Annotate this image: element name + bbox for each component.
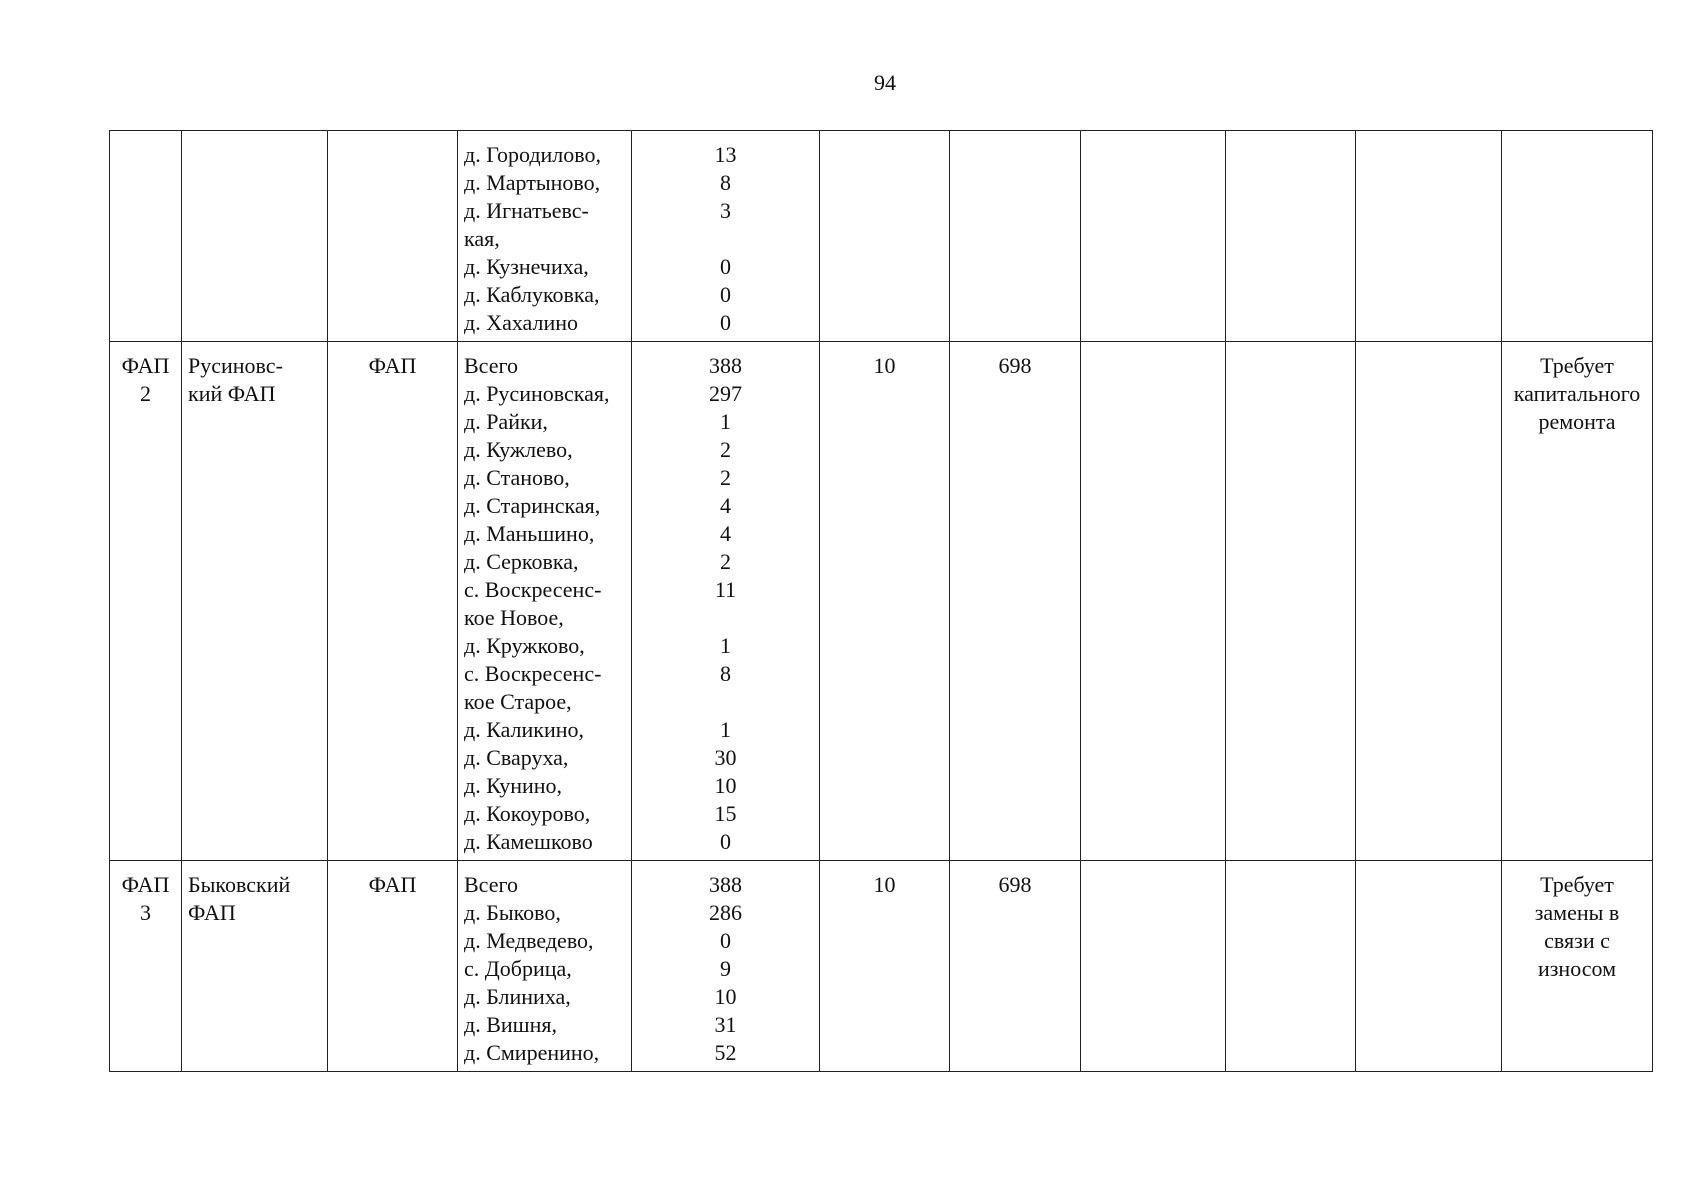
locality-count: 286: [709, 900, 742, 925]
locality-name: д. Городилово,: [464, 142, 602, 167]
locality-count: 388: [709, 872, 742, 897]
locality-count: 31: [714, 1012, 737, 1037]
locality-name: д. Игнатьевс-: [464, 198, 589, 223]
locality-count: 2: [720, 465, 731, 490]
locality-name: кое Старое,: [464, 689, 572, 714]
value-cell-6: [820, 131, 950, 342]
locality-count: 388: [709, 353, 742, 378]
facility-name: Быковский: [188, 872, 291, 897]
locality-name: д. Сваруха,: [464, 745, 569, 770]
value-7: 698: [998, 872, 1032, 897]
locality-count: 10: [714, 984, 737, 1009]
value-cell-7: [950, 861, 1081, 1072]
locality-name: д. Серковка,: [464, 549, 579, 574]
blank-line: [638, 225, 813, 253]
locality-name: с. Воскресенс-: [464, 661, 602, 686]
locality-count: 0: [720, 282, 731, 307]
empty-cell: [1356, 342, 1502, 861]
note-cell: [1502, 131, 1653, 342]
locality-name: д. Вишня,: [464, 1012, 557, 1037]
blank-line: [638, 604, 813, 632]
empty-cell: [1081, 861, 1226, 1072]
locality-name: кая,: [464, 226, 500, 251]
table-row: [110, 861, 1653, 1072]
note-cell: [1502, 342, 1653, 861]
locality-count: 0: [720, 928, 731, 953]
locality-name: д. Хахалино: [464, 310, 579, 335]
locality-count: 1: [720, 409, 731, 434]
locality-count: 4: [720, 521, 731, 546]
locality-name: д. Старинская,: [464, 493, 601, 518]
locality-name: д. Быково,: [464, 900, 561, 925]
facility-name-cell: [182, 131, 328, 342]
locality-name: д. Русиновская,: [464, 381, 610, 406]
locality-name: с. Воскресенс-: [464, 577, 602, 602]
note-text: замены в: [1534, 900, 1620, 925]
localities-cell: [458, 131, 632, 342]
locality-name: кое Новое,: [464, 605, 564, 630]
locality-count: 2: [720, 549, 731, 574]
locality-count: 8: [720, 661, 731, 686]
facility-number-cell: [110, 861, 182, 1072]
value-7: 698: [998, 353, 1032, 378]
facility-number: ФАП: [121, 353, 170, 378]
note-cell: [1502, 861, 1653, 1072]
locality-name: д. Блиниха,: [464, 984, 571, 1009]
locality-count: 8: [720, 170, 731, 195]
locality-name: Всего: [464, 872, 518, 897]
locality-name: д. Кружково,: [464, 633, 585, 658]
locality-count: 52: [714, 1040, 737, 1065]
facility-type-cell: [328, 131, 458, 342]
locality-count: 15: [714, 801, 737, 826]
locality-name: д. Кужлево,: [464, 437, 573, 462]
locality-count: 4: [720, 493, 731, 518]
facility-name: кий ФАП: [188, 381, 276, 406]
locality-name: д. Райки,: [464, 409, 548, 434]
locality-name: д. Медведево,: [464, 928, 594, 953]
locality-name: д. Кокоурово,: [464, 801, 591, 826]
facility-name-cell: [182, 342, 328, 861]
value-6: 10: [873, 353, 896, 378]
empty-cell: [1081, 342, 1226, 861]
locality-name: д. Каликино,: [464, 717, 585, 742]
value-cell-7: [950, 131, 1081, 342]
blank-line: [638, 688, 813, 716]
locality-name: д. Мартыново,: [464, 170, 601, 195]
locality-name: д. Кунино,: [464, 773, 563, 798]
value-cell-6: [820, 861, 950, 1072]
facility-type-cell: [328, 342, 458, 861]
table-row: [110, 131, 1653, 342]
empty-cell: [1356, 861, 1502, 1072]
facility-name: ФАП: [188, 900, 236, 925]
facility-type: ФАП: [368, 353, 417, 378]
note-text: связи с: [1544, 928, 1610, 953]
empty-cell: [1081, 131, 1226, 342]
locality-count: 0: [720, 310, 731, 335]
facility-type-cell: [328, 861, 458, 1072]
facility-name: Русиновс-: [188, 353, 283, 378]
table-row: [110, 342, 1653, 861]
locality-count: 9: [720, 956, 731, 981]
empty-cell: [1356, 131, 1502, 342]
locality-count: 30: [714, 745, 737, 770]
population-cell: [632, 131, 820, 342]
locality-count: 2: [720, 437, 731, 462]
empty-cell: [1226, 131, 1356, 342]
localities-cell: [458, 861, 632, 1072]
locality-count: 297: [709, 381, 742, 406]
locality-name: с. Добрица,: [464, 956, 572, 981]
facility-number: 3: [140, 900, 151, 925]
locality-name: д. Смиренино,: [464, 1040, 600, 1065]
facilities-table: [109, 130, 1653, 1072]
note-text: износом: [1537, 956, 1617, 981]
facility-number-cell: [110, 131, 182, 342]
locality-count: 11: [714, 577, 737, 602]
empty-cell: [1226, 861, 1356, 1072]
value-cell-7: [950, 342, 1081, 861]
locality-count: 13: [714, 142, 737, 167]
population-cell: [632, 861, 820, 1072]
facility-name-cell: [182, 861, 328, 1072]
locality-name: д. Станово,: [464, 465, 570, 490]
locality-name: д. Кузнечиха,: [464, 254, 589, 279]
population-cell: [632, 342, 820, 861]
locality-count: 1: [720, 633, 731, 658]
locality-count: 0: [720, 254, 731, 279]
locality-count: 0: [720, 829, 731, 854]
facility-type: ФАП: [368, 872, 417, 897]
page-number: 94: [874, 70, 896, 95]
note-text: ремонта: [1538, 409, 1616, 434]
note-text: капитального: [1513, 381, 1641, 406]
locality-name: Всего: [464, 353, 518, 378]
locality-count: 10: [714, 773, 737, 798]
facility-number: 2: [140, 381, 151, 406]
locality-count: 3: [720, 198, 731, 223]
empty-cell: [1226, 342, 1356, 861]
value-cell-6: [820, 342, 950, 861]
note-text: Требует: [1540, 872, 1614, 897]
value-6: 10: [873, 872, 896, 897]
locality-name: д. Камешково: [464, 829, 593, 854]
facility-number-cell: [110, 342, 182, 861]
locality-name: д. Маньшино,: [464, 521, 595, 546]
table-body: [110, 131, 1653, 1072]
localities-cell: [458, 342, 632, 861]
note-text: Требует: [1540, 353, 1614, 378]
locality-name: д. Каблуковка,: [464, 282, 600, 307]
facility-number: ФАП: [121, 872, 170, 897]
locality-count: 1: [720, 717, 731, 742]
